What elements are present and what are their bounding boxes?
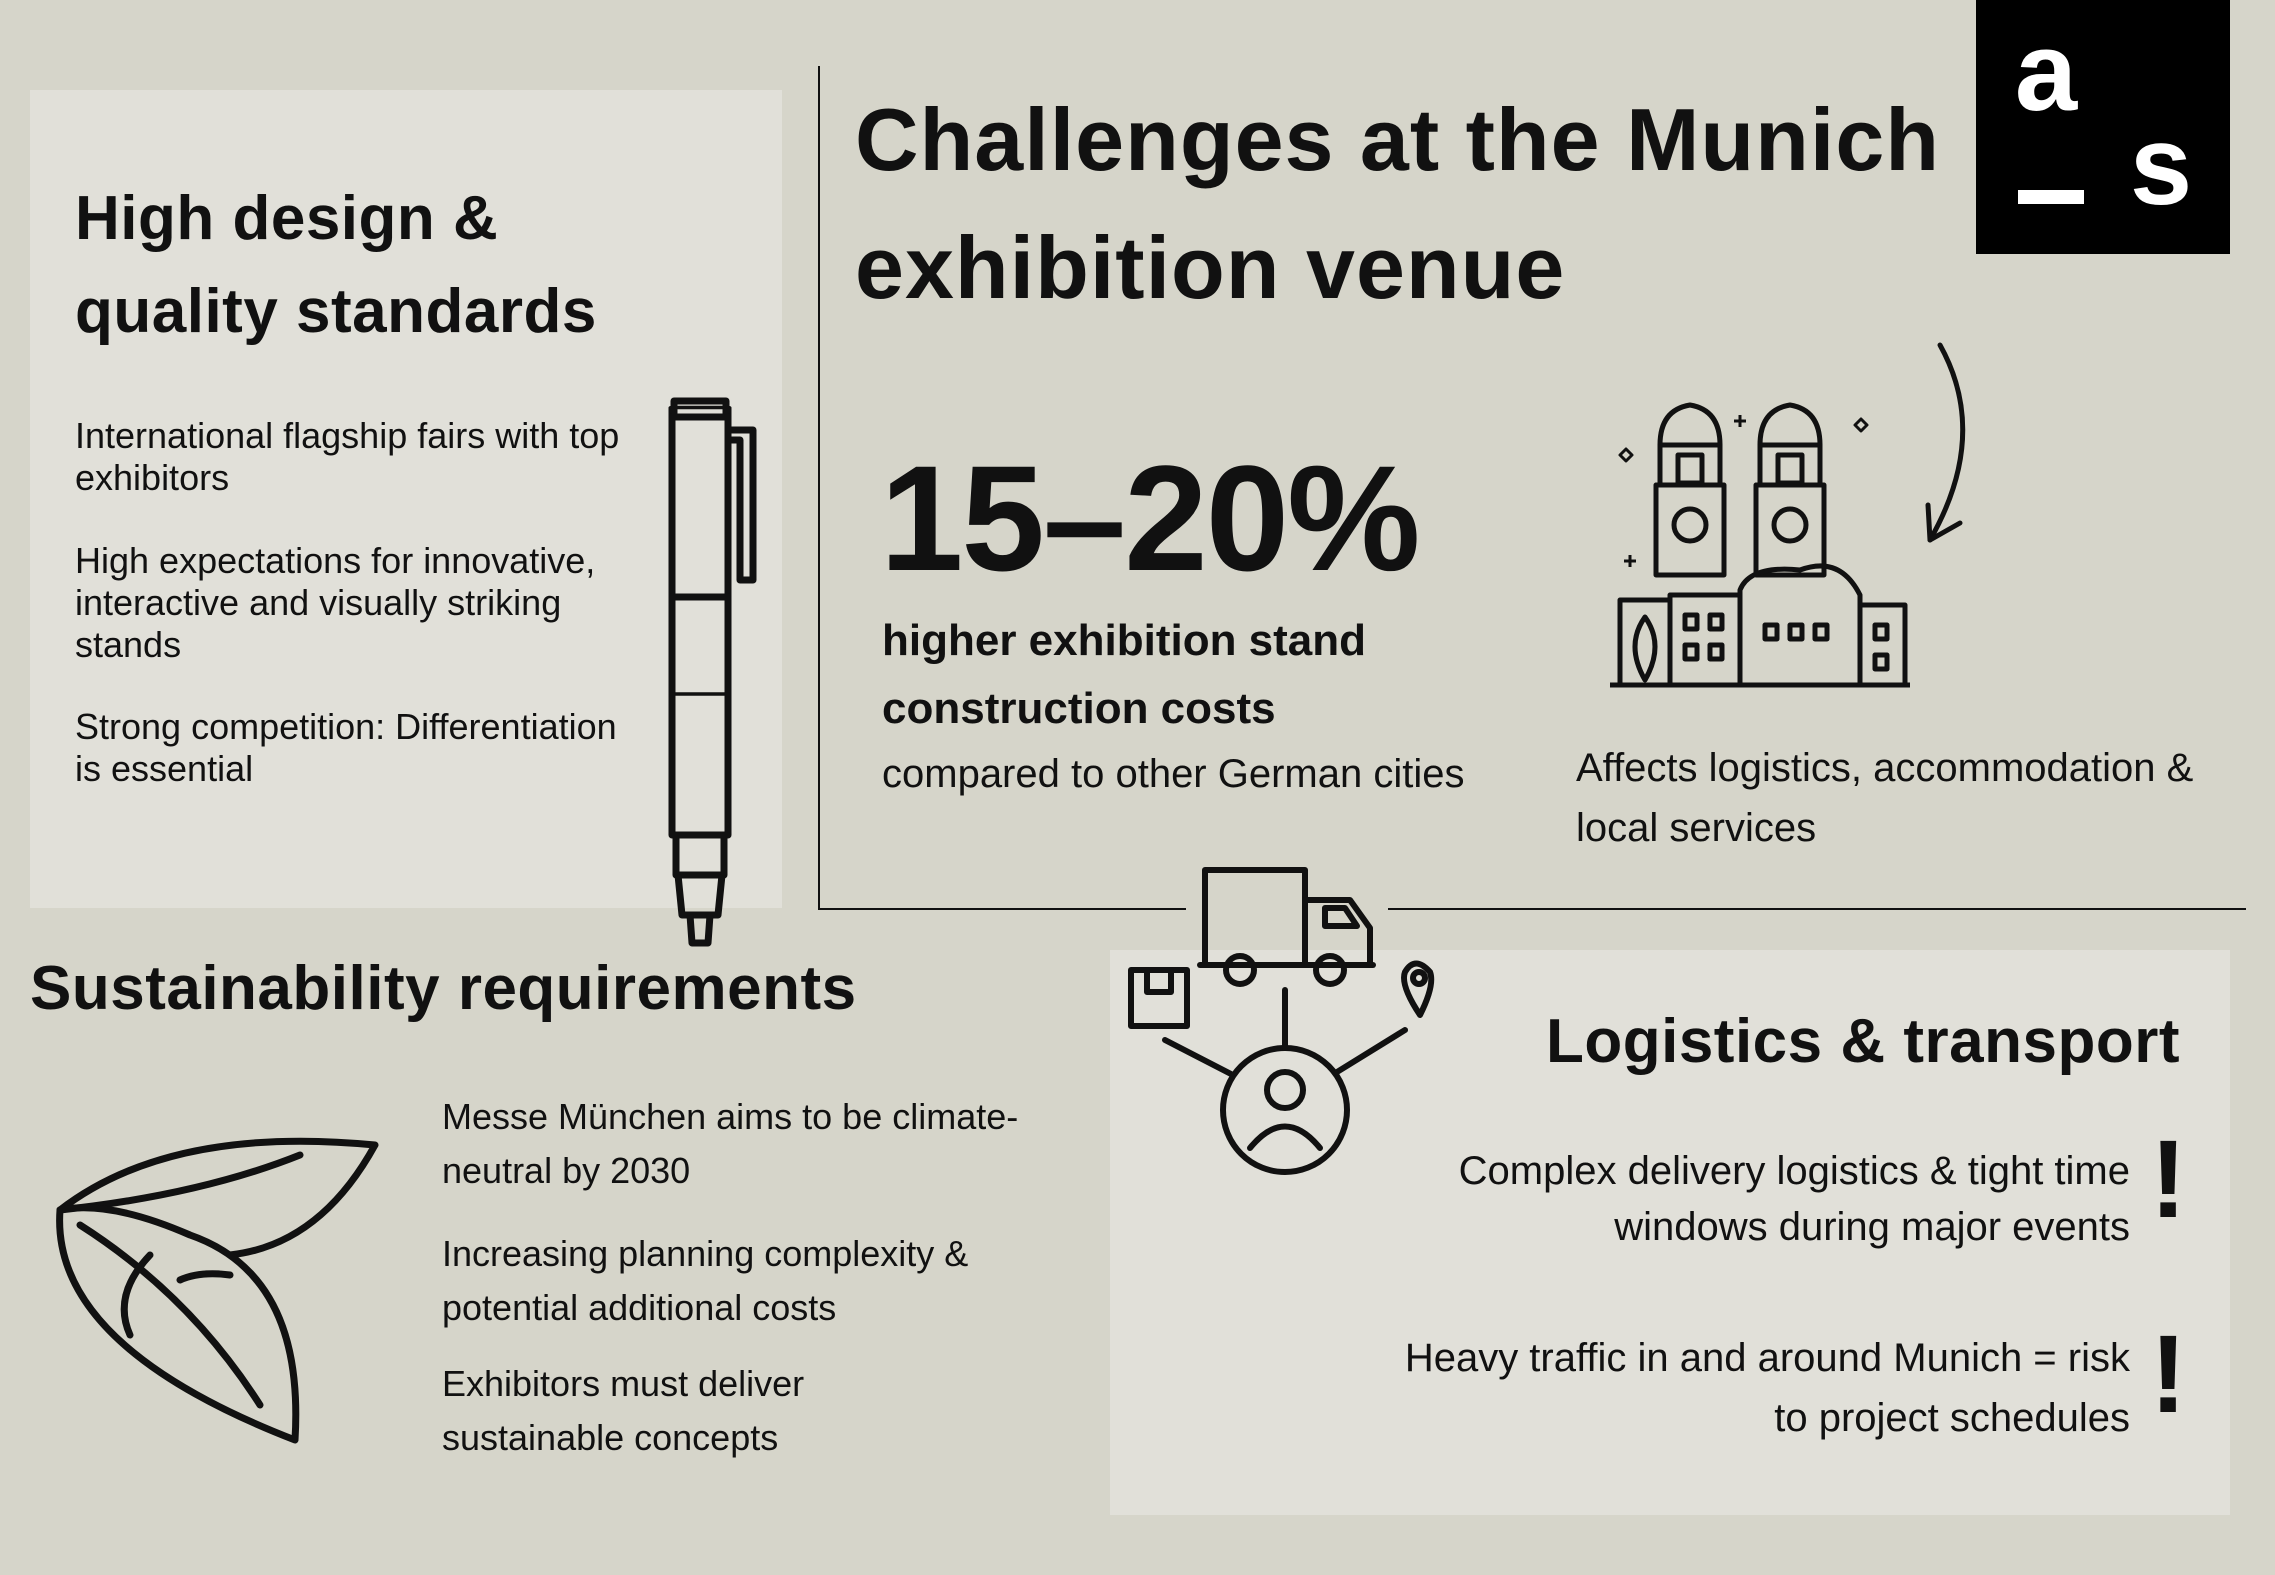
cost-stat: 15–20% bbox=[880, 434, 1419, 602]
sustainability-point-2: Increasing planning complexity & potential additional costs bbox=[442, 1233, 969, 1328]
cost-comparison: compared to other German cities bbox=[882, 752, 1465, 796]
design-point-1: International flagship fairs with top exhibitors bbox=[75, 415, 620, 498]
design-heading: High design & quality standards bbox=[75, 184, 597, 346]
leaf-icon bbox=[50, 1095, 390, 1455]
design-point-3: Strong competition: Differentiation is essential bbox=[75, 706, 617, 789]
logistics-network-icon bbox=[1125, 860, 1455, 1180]
logo-letter-s: s bbox=[2129, 103, 2193, 228]
pen-icon bbox=[660, 395, 770, 950]
curved-arrow-icon bbox=[1910, 335, 1990, 555]
munich-cityscape-icon bbox=[1600, 395, 1920, 695]
logistics-point-1: Complex delivery logistics & tight time windows during major events bbox=[1458, 1149, 2130, 1249]
logistics-warning-marker-1: ! bbox=[2150, 1118, 2187, 1241]
sustainability-point-3: Exhibitors must deliver sustainable concepts bbox=[442, 1363, 805, 1458]
cost-label: higher exhibition stand construction costs bbox=[882, 616, 1367, 733]
sustainability-point-1: Messe München aims to be climate-neutral by 2030 bbox=[442, 1096, 1019, 1191]
logo-mark bbox=[1976, 0, 2230, 254]
logo-underscore bbox=[2018, 190, 2084, 204]
vertical-divider bbox=[818, 66, 820, 910]
horizontal-divider-right bbox=[1388, 908, 2246, 910]
brand-logo bbox=[1976, 0, 2230, 254]
logistics-point-2: Heavy traffic in and around Munich = risk to project schedules bbox=[1404, 1336, 2130, 1440]
logistics-heading: Logistics & transport bbox=[1545, 1007, 2180, 1076]
page-title: Challenges at the Munich exhibition venue bbox=[855, 90, 1941, 317]
logo-letter-a: a bbox=[2014, 9, 2078, 134]
cost-effect: Affects logistics, accommodation & local services bbox=[1576, 746, 2194, 850]
sustainability-heading: Sustainability requirements bbox=[30, 954, 857, 1023]
design-point-2: High expectations for innovative, interactive and visually striking stands bbox=[75, 540, 596, 665]
logistics-warning-marker-2: ! bbox=[2150, 1313, 2187, 1436]
